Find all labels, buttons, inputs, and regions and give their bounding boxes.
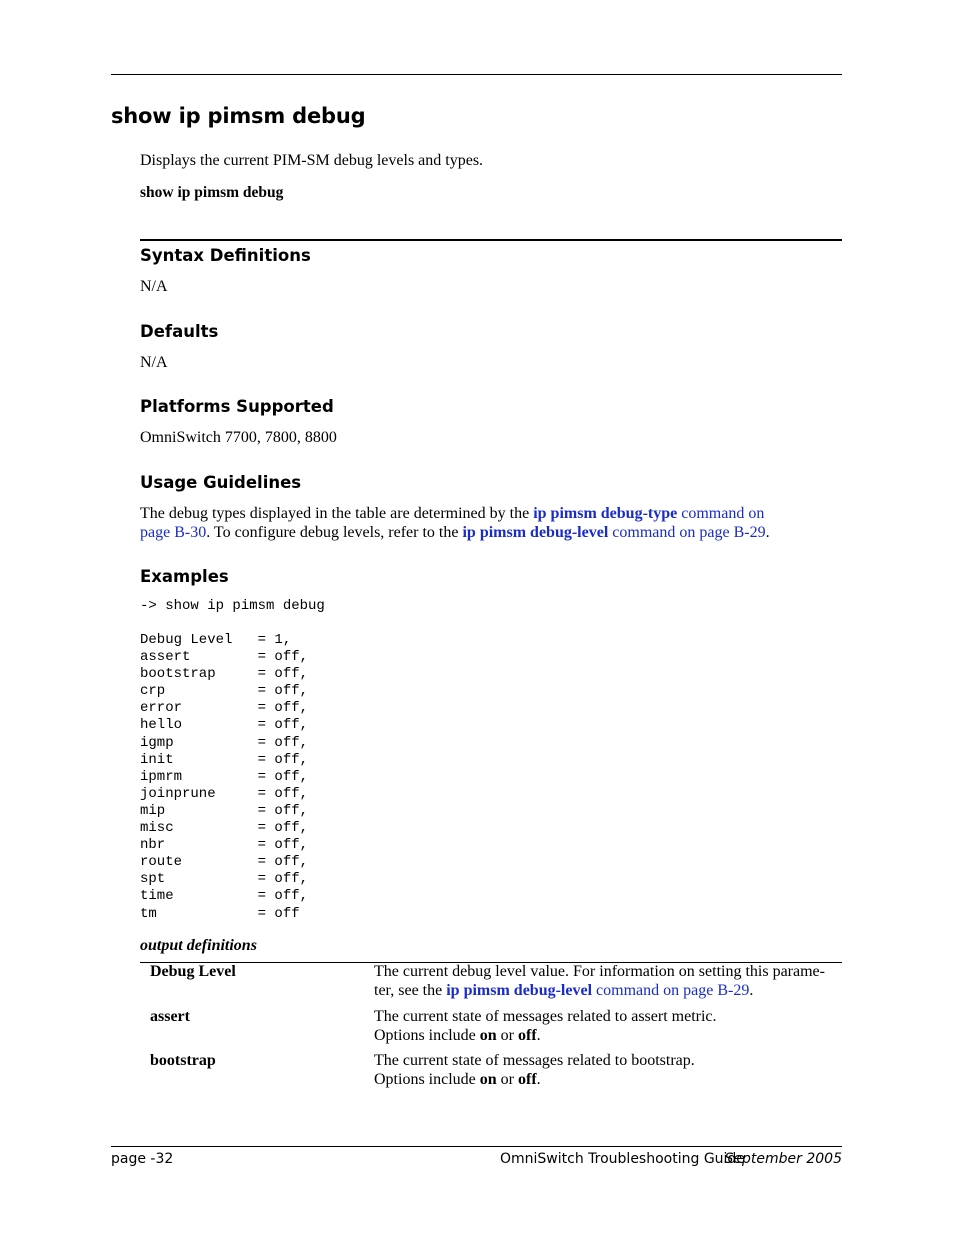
debug-type-link-page[interactable]: page B-30 — [140, 524, 207, 541]
definition-description: The current debug level value. For information on setting this parame- ter, see the ip pimsm debug-level command on page B-29. — [374, 963, 825, 999]
definition-term: assert — [150, 1008, 190, 1025]
definition-term: Debug Level — [150, 963, 236, 980]
platforms-body: OmniSwitch 7700, 7800, 8800 — [140, 429, 337, 446]
usage-text: The debug types displayed in the table are determined by the — [140, 505, 534, 522]
syntax-definitions-body: N/A — [140, 278, 168, 295]
page-title: show ip pimsm debug — [111, 104, 366, 128]
usage-text-3: . — [765, 524, 770, 541]
usage-guidelines-heading: Usage Guidelines — [140, 473, 302, 492]
definition-description: The current state of messages related to assert metric. Options include on or off. — [374, 1008, 717, 1044]
command-description: Displays the current PIM-SM debug levels and types. — [140, 152, 484, 169]
section-rule — [140, 239, 842, 241]
usage-guidelines-body — [140, 504, 842, 542]
debug-type-link[interactable]: ip pimsm debug-type command on — [533, 505, 765, 522]
definition-term: bootstrap — [150, 1052, 216, 1069]
debug-level-link-2[interactable]: ip pimsm debug-level command on page B-29 — [446, 982, 750, 999]
footer-page-number: page -32 — [111, 1151, 174, 1167]
footer-date: September 2005 — [724, 1151, 842, 1167]
platforms-heading: Platforms Supported — [140, 397, 334, 416]
example-command: -> show ip pimsm debug — [140, 598, 325, 614]
footer-rule — [111, 1146, 842, 1147]
output-definitions-label: output definitions — [140, 937, 257, 954]
syntax-line: show ip pimsm debug — [140, 184, 284, 201]
usage-text-2: . To configure debug levels, refer to the — [206, 524, 463, 541]
defaults-body: N/A — [140, 354, 168, 371]
defaults-heading: Defaults — [140, 322, 219, 341]
example-output: Debug Level = 1, assert = off, bootstrap = off, crp = off, error = off, hello = off, igmp = off, init = off, ipmrm = off, joinprune = off, mip = off, misc = off, nbr = off, route = off, spt = off, time = off, tm = off — [140, 632, 309, 922]
header-rule — [111, 74, 842, 75]
definition-description: The current state of messages related to bootstrap. Options include on or off. — [374, 1052, 695, 1088]
examples-heading: Examples — [140, 567, 229, 586]
footer-guide-title: OmniSwitch Troubleshooting Guide — [500, 1151, 745, 1167]
syntax-definitions-heading: Syntax Definitions — [140, 246, 311, 265]
debug-level-link[interactable]: ip pimsm debug-level command on page B-29 — [462, 524, 766, 541]
